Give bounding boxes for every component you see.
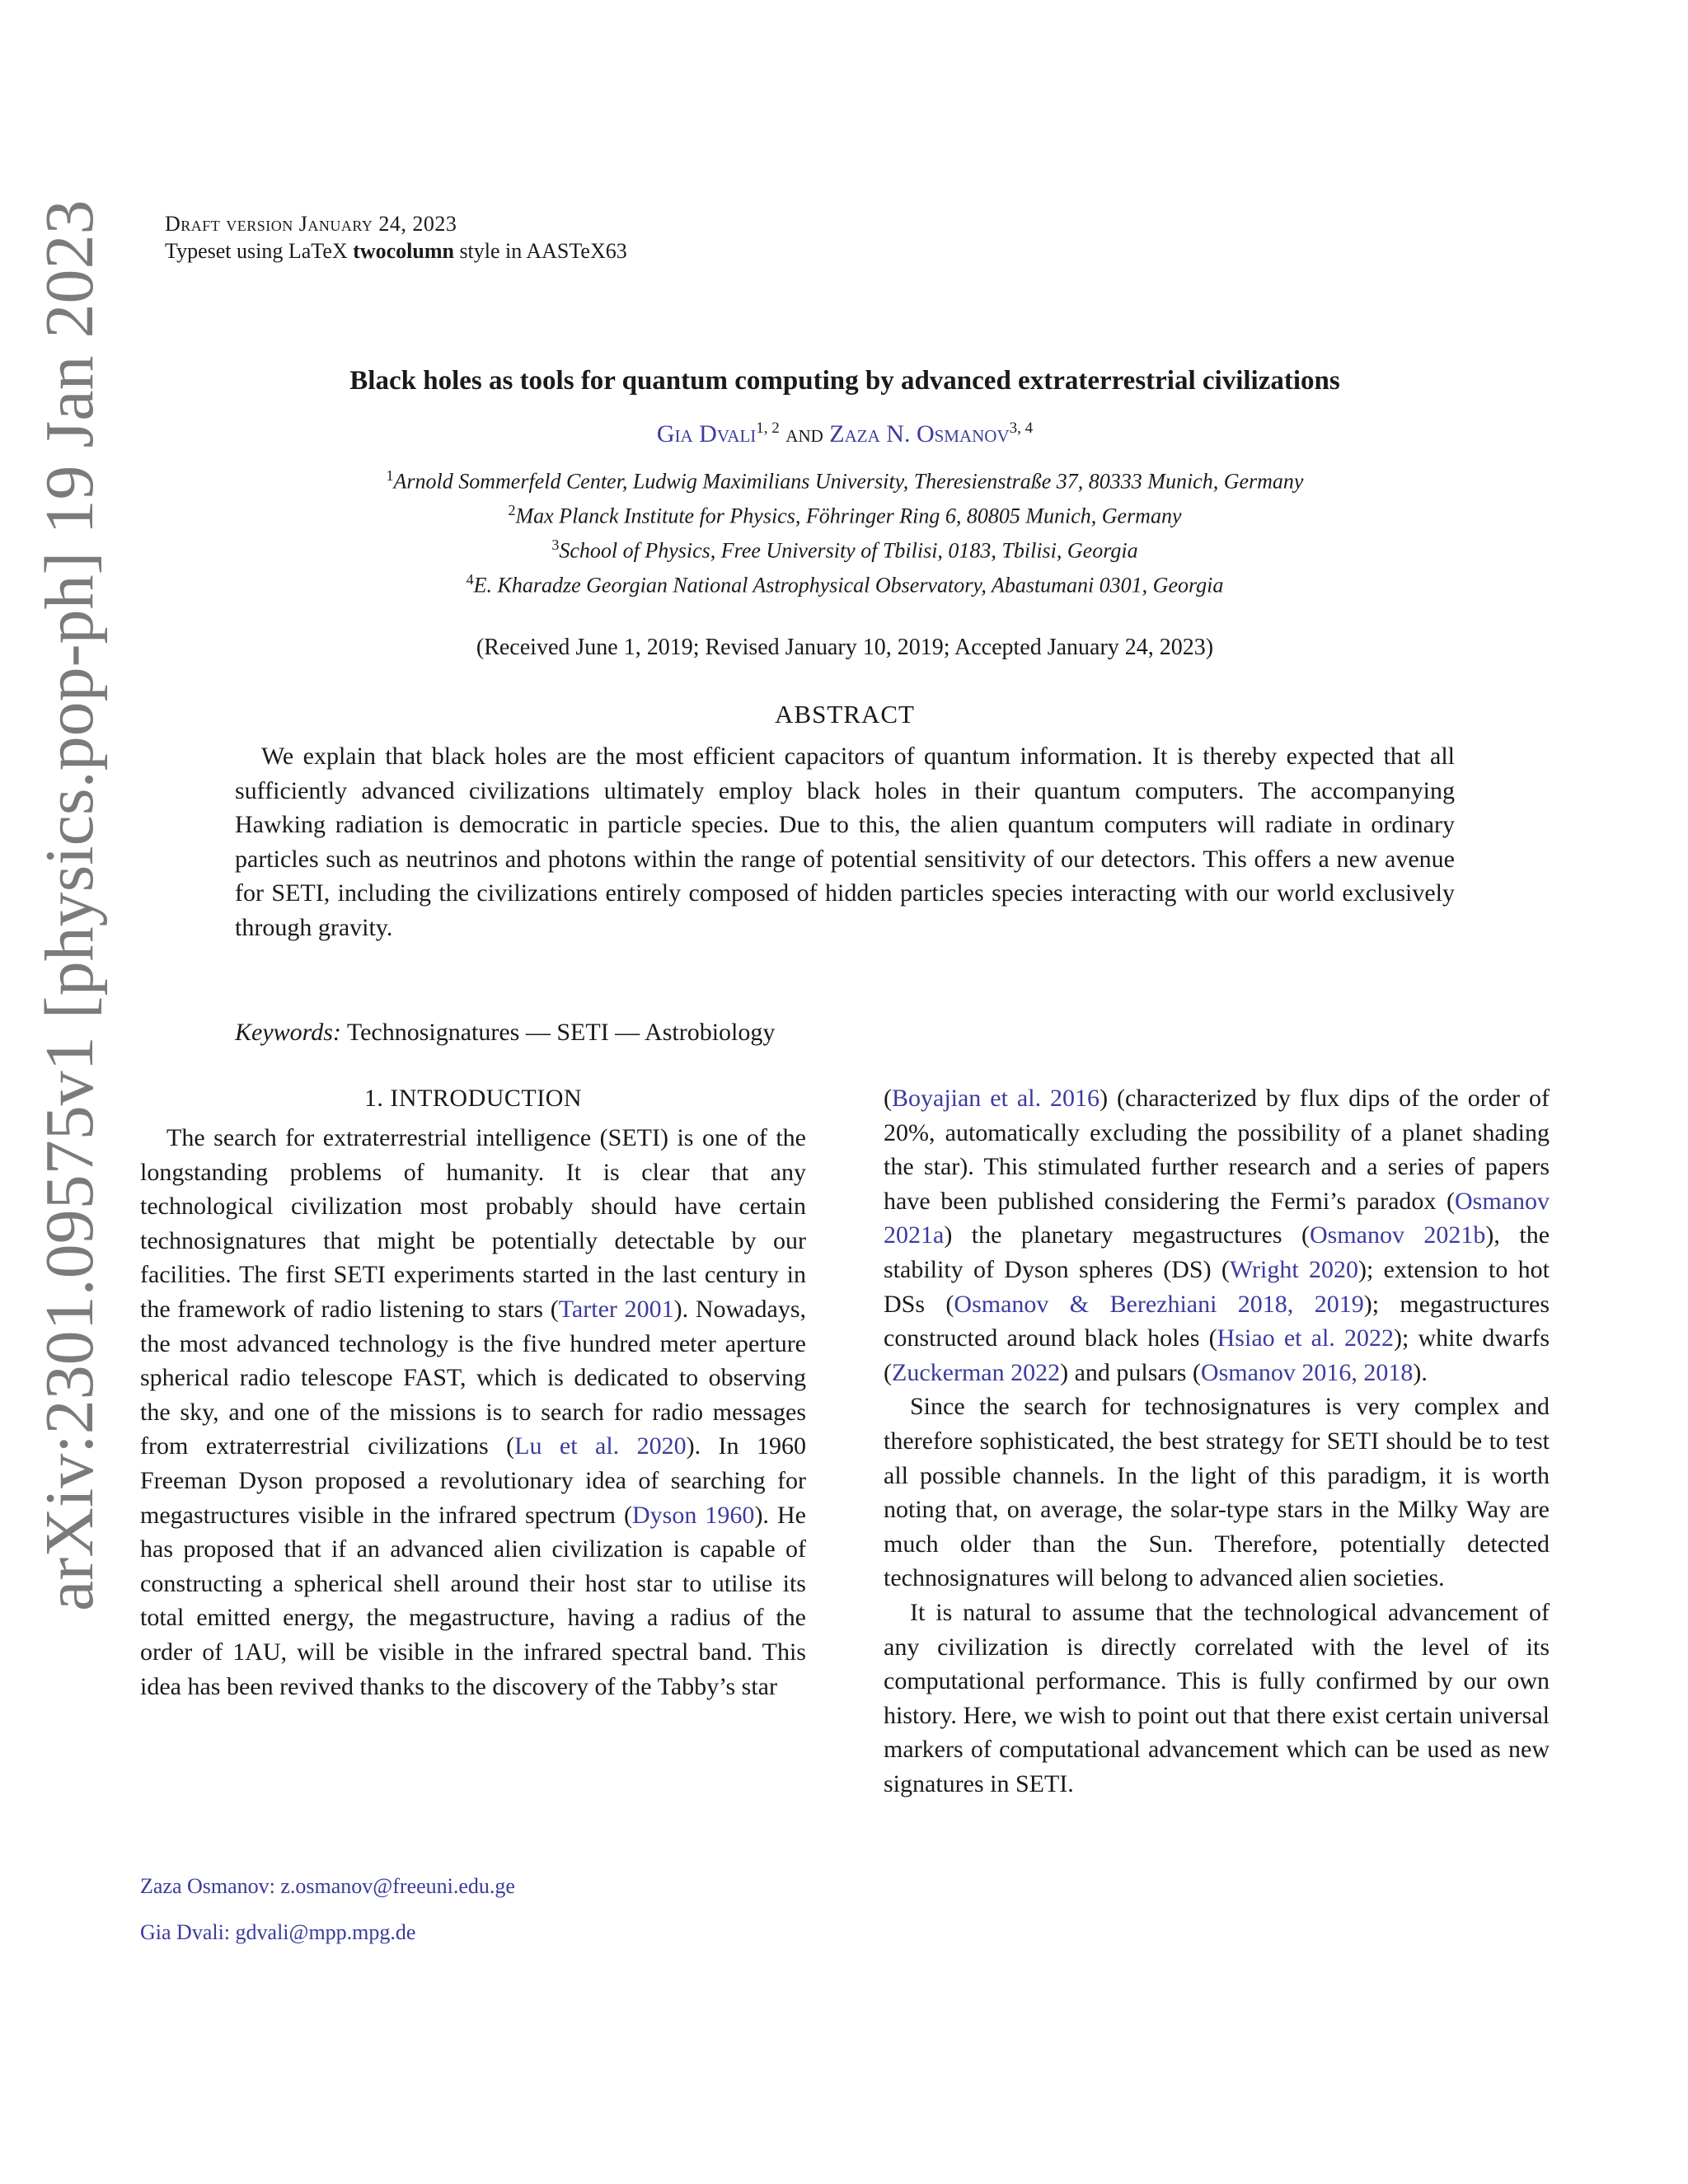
citation-link[interactable]: Tarter 2001: [558, 1295, 674, 1323]
author-osmanov-link[interactable]: Zaza N. Osmanov: [829, 420, 1010, 448]
text-run: ) and pulsars (: [1060, 1358, 1201, 1386]
typeset-line: [165, 237, 627, 265]
citation-link[interactable]: Dyson 1960: [632, 1501, 755, 1529]
intro-paragraph-continued: [884, 1081, 1550, 1390]
affiliation-text: School of Physics, Free University of Tbilisi, 0183, Tbilisi, Georgia: [559, 538, 1138, 563]
arxiv-stamp: arXiv:2301.09575v1 [physics.pop-ph] 19 Jan 2023: [31, 199, 108, 1611]
draft-header: [165, 210, 627, 265]
keywords-text: Technosignatures — SETI — Astrobiology: [346, 1019, 776, 1046]
citation-link[interactable]: Wright 2020: [1229, 1255, 1359, 1283]
citation-link[interactable]: Osmanov 2021b: [1309, 1221, 1486, 1249]
typeset-suffix: style in AASTeX63: [459, 239, 627, 263]
affiliation-text: Max Planck Institute for Physics, Föhringer Ring 6, 80805 Munich, Germany: [515, 504, 1182, 528]
right-column: [884, 1081, 1550, 1801]
text-run: ), the stability of Dyson spheres (DS) (: [884, 1221, 1550, 1283]
latex-word: LaTeX: [288, 239, 348, 263]
citation-link[interactable]: Osmanov 2021a: [884, 1187, 1550, 1249]
style-word: twocolumn: [353, 239, 454, 263]
typeset-prefix: Typeset using: [165, 239, 284, 263]
text-run: ); extension to hot DSs (: [884, 1255, 1550, 1318]
abstract-text: We explain that black holes are the most efficient capacitors of quantum information. It is thereby expected that all sufficiently advanced civilizations ultimately employ black holes in their quantum computers. The accompanying Hawking radiation is democratic in particle species. Due to this, the alien quantum computers will radiate in ordinary particles such as neutrinos and photons within the range of potential sensitivity of our detectors. This offers a new avenue for SETI, including the civilizations entirely composed of hidden particles species interacting with our world exclusively through gravity.: [235, 743, 1455, 941]
text-run: ); white dwarfs (: [884, 1324, 1550, 1386]
author-osmanov-sup: 3, 4: [1009, 419, 1034, 437]
text-run: ) the planetary megastructures (: [944, 1221, 1310, 1249]
affiliation-num: 1: [386, 467, 394, 484]
author-dvali-link[interactable]: Gia Dvali: [656, 420, 757, 448]
affiliation-num: 4: [466, 571, 474, 588]
author-dvali-sup: 1, 2: [756, 419, 780, 437]
citation-link[interactable]: Boyajian et al. 2016: [892, 1085, 1100, 1112]
text-run: ) (characterized by flux dips of the order of 20%, automatically excluding the possibility of a planet shading the star). This stimulated further research and a series of papers have been published considering the Fermi’s paradox (: [884, 1085, 1550, 1215]
citation-link[interactable]: Lu et al. 2020: [514, 1432, 687, 1460]
email-dvali[interactable]: Gia Dvali: gdvali@mpp.mpg.de: [140, 1920, 416, 1944]
citation-link[interactable]: Osmanov & Berezhiani 2018, 2019: [954, 1290, 1364, 1318]
citation-link[interactable]: Hsiao et al. 2022: [1217, 1324, 1394, 1352]
intro-paragraph-1: [140, 1121, 806, 1704]
text-run: ). Nowadays, the most advanced technology is the five hundred meter aperture spherical radio telescope FAST, which is dedicated to observing the sky, and one of the missions is to search for radio messages from extraterrestrial civilizations (: [140, 1295, 806, 1460]
citation-link[interactable]: Zuckerman 2022: [892, 1358, 1061, 1386]
text-run: ).: [1413, 1358, 1428, 1386]
affiliation-4: [165, 565, 1525, 600]
paper-title: Black holes as tools for quantum computing by advanced extraterrestrial civilizations: [349, 366, 1340, 396]
affiliation-text: Arnold Sommerfeld Center, Ludwig Maximilians University, Theresienstraße 37, 80333 Munich, Germany: [393, 469, 1304, 494]
text-run: (: [884, 1085, 892, 1112]
intro-paragraph-2: Since the search for technosignatures is very complex and therefore sophisticated, the best strategy for SETI should be to test all possible channels. In the light of this paradigm, it is worth noting that, on average, the solar-type stars in the Milky Way are much older than the Sun. Therefore, potentially detected technosignatures will belong to advanced alien societies.: [884, 1393, 1550, 1592]
affiliation-num: 2: [508, 502, 516, 518]
citation-link[interactable]: Osmanov 2016, 2018: [1200, 1358, 1414, 1386]
text-run: ). In 1960 Freeman Dyson proposed a revolutionary idea of searching for megastructures visible in the infrared spectrum (: [140, 1432, 806, 1529]
author-and: and: [785, 420, 823, 448]
text-run: ); megastructures constructed around black holes (: [884, 1290, 1550, 1352]
text-run: The search for extraterrestrial intelligence (SETI) is one of the longstanding problems of humanity. It is clear that any technological civilization most probably should have certain technosignatures that might be potentially detectable by our facilities. The first SETI experiments started in the last century in the framework of radio listening to stars (: [140, 1124, 806, 1323]
section-heading: 1. INTRODUCTION: [363, 1085, 583, 1112]
keywords-label: Keywords:: [235, 1019, 341, 1046]
keywords-line: [235, 1016, 1455, 1049]
author-line: [165, 412, 1525, 451]
abstract-heading: ABSTRACT: [775, 700, 915, 729]
draft-version: Draft version January 24, 2023: [165, 212, 457, 236]
affiliation-2: [165, 496, 1525, 531]
received-dates: (Received June 1, 2019; Revised January 10, 2019; Accepted January 24, 2023): [476, 635, 1214, 660]
left-column: [140, 1081, 806, 1704]
affiliation-num: 3: [551, 537, 560, 553]
affiliation-1: [165, 462, 1525, 496]
email-osmanov[interactable]: Zaza Osmanov: z.osmanov@freeuni.edu.ge: [140, 1874, 515, 1898]
intro-paragraph-3: It is natural to assume that the technological advancement of any civilization is directly correlated with the level of its computational performance. This is fully confirmed by our own history. Here, we wish to point out that there exist certain universal markers of computational advancement which can be used as new signatures in SETI.: [884, 1598, 1550, 1797]
affiliation-text: E. Kharadze Georgian National Astrophysical Observatory, Abastumani 0301, Georgia: [473, 573, 1224, 598]
affiliation-3: [165, 531, 1525, 565]
text-run: ). He has proposed that if an advanced alien civilization is capable of constructing a spherical shell around their host star to utilise its total emitted energy, the megastructure, having a radius of the order of 1AU, will be visible in the infrared spectral band. This idea has been revived thanks to the discovery of the Tabby’s star: [140, 1501, 806, 1700]
